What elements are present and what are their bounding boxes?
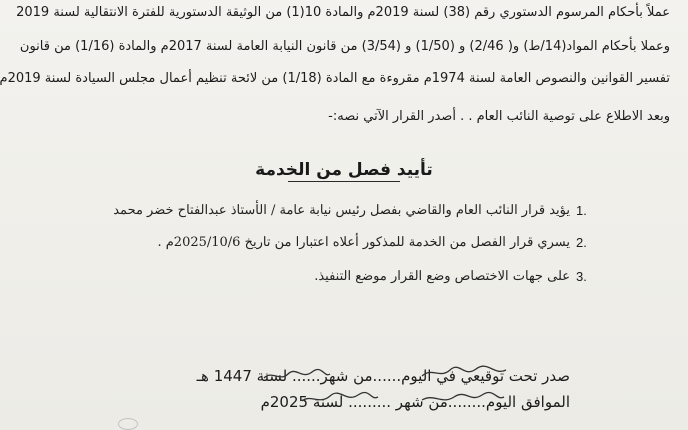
handwritten-month-scribble [420,364,508,382]
decision-item-2-number: 2. [576,235,587,250]
footer-corresponding-line: الموافق اليوم........من شهر ......... لسنة 2025م [260,393,570,411]
preamble-line-2: وعملا بأحكام المواد(14/ط) و( 2/46) و (1/50) و (3/54) من قانون النيابة العامة لسنة 2017م والمادة (1/16) من قانون [19,39,670,54]
decision-item-1-text: يؤيد قرار النائب العام والقاضي بفصل رئيس نيابة عامة / الأستاذ عبدالفتاح خضر محمد [113,203,570,218]
preamble-line-3: تفسير القوانين والنصوص العامة لسنة 1974م مقروءة مع المادة (1/18) من لائحة تنظيم أعمال مجلس السيادة لسنة 2019م [0,71,670,86]
handwritten-day-scribble [262,368,332,384]
handwritten-day-scribble-2 [300,390,380,408]
decree-title: تأييد فصل من الخدمة [255,160,433,180]
decision-item-2-text: يسري قرار الفصل من الخدمة للمذكور أعلاه اعتبارا من تاريخ 2025/10/6م . [157,235,570,250]
footer-issue-line: صدر تحت توقيعي في اليوم......من شهر...... لسنة 1447 هـ [196,367,570,385]
title-underline [288,181,400,182]
stamp-trace [118,418,138,430]
decision-item-3-number: 3. [576,269,587,284]
decision-item-1-number: 1. [576,203,587,218]
preamble-line-1: عملاً بأحكام المرسوم الدستوري رقم (38) لسنة 2019م والمادة 10(1) من الوثيقة الدستورية للفترة الانتقالية لسنة 2019 [16,5,670,20]
handwritten-month-scribble-2 [420,390,506,408]
preamble-line-4: وبعد الاطلاع على توصية النائب العام . . أصدر القرار الآتي نصه:- [328,109,670,124]
decision-item-3-text: على جهات الاختصاص وضع القرار موضع التنفيذ. [314,269,570,284]
